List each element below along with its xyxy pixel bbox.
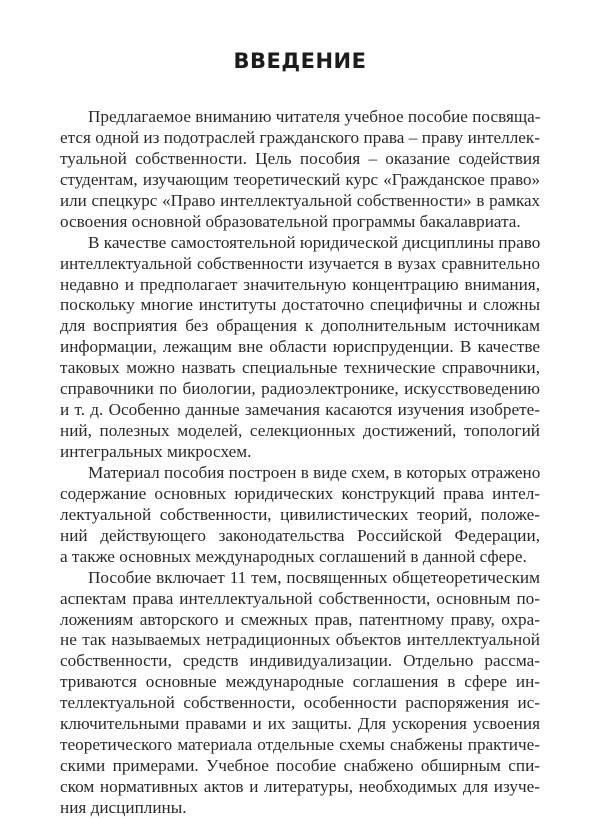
text-line: Материал пособия построен в виде схем, в которых отражено [88, 462, 540, 482]
text-line: содержание основных юридических конструкций права интел- [60, 483, 540, 503]
text-line: теоретического материала отдельные схемы снабжены практиче- [60, 735, 540, 755]
text-line: ключительными правами и их защиты. Для ускорения усвоения [60, 714, 540, 734]
text-line: и т. д. Особенно данные замечания касаются изучения изобрете- [60, 400, 540, 420]
text-line: справочники по биологии, радиоэлектронике, искусствоведению [60, 379, 540, 399]
document-body [60, 107, 540, 819]
text-line: туальной собственности. Цель пособия – оказание содействия [60, 148, 540, 168]
paragraph [60, 233, 540, 463]
text-line: не так называемых нетрадиционных объектов интеллектуальной [60, 630, 540, 650]
text-line: интеллектуальной собственности изучается в вузах сравнительно [60, 253, 540, 273]
text-line: ний действующего законодательства Российской Федерации, [60, 525, 540, 545]
text-line: а также основных международных соглашений в данной сфере. [60, 546, 527, 566]
text-line: скими примерами. Учебное пособие снабжено обширным спи- [60, 756, 540, 776]
text-line: аспектам права интеллектуальной собственности, основным по- [60, 588, 540, 608]
text-line: интегральных микросхем. [60, 442, 252, 461]
text-line: лектуальной собственности, цивилистических теорий, положе- [60, 504, 540, 524]
text-line: таковых можно назвать специальные технические справочники, [60, 358, 540, 378]
paragraph [60, 107, 540, 233]
text-line: ний, полезных моделей, селекционных достижений, топологий [60, 421, 540, 441]
text-line: ском нормативных актов и литературы, необходимых для изуче- [60, 777, 540, 796]
text-line: Пособие включает 11 тем, посвященных общетеоретическим [88, 567, 540, 587]
text-line: студентам, изучающим теоретический курс «Гражданское право» [60, 169, 540, 189]
text-line: поскольку многие институты достаточно специфичны и сложны [60, 295, 540, 315]
text-line: информации, лежащим вне области юриспруденции. В качестве [60, 337, 540, 357]
text-line: триваются основные международные соглашения в сфере ин- [60, 672, 540, 692]
text-line: ния дисциплины. [60, 797, 187, 817]
text-line: Предлагаемое вниманию читателя учебное пособие посвяща- [88, 107, 540, 126]
paragraph [60, 463, 540, 568]
text-line: освоения основной образовательной программы бакалавриата. [60, 211, 521, 231]
paragraph [60, 568, 540, 819]
text-line: теллектуальной собственности, особенности распоряжения ис- [60, 693, 540, 713]
page-title: ВВЕДЕНИЕ [233, 49, 367, 73]
text-line: или спецкурс «Право интеллектуальной собственности» в рамках [60, 190, 540, 210]
text-line: недавно и предполагает значительную концентрацию внимания, [60, 274, 540, 294]
text-line: собственности, средств индивидуализации. Отдельно рассма- [60, 651, 540, 671]
text-line: ложениям авторского и смежных прав, патентному праву, охра- [60, 609, 540, 629]
text-line: для восприятия без обращения к дополнительным источникам [60, 316, 540, 336]
text-line: В качестве самостоятельной юридической дисциплины право [88, 232, 540, 252]
text-line: ется одной из подотраслей гражданского права – праву интеллек- [60, 127, 540, 147]
